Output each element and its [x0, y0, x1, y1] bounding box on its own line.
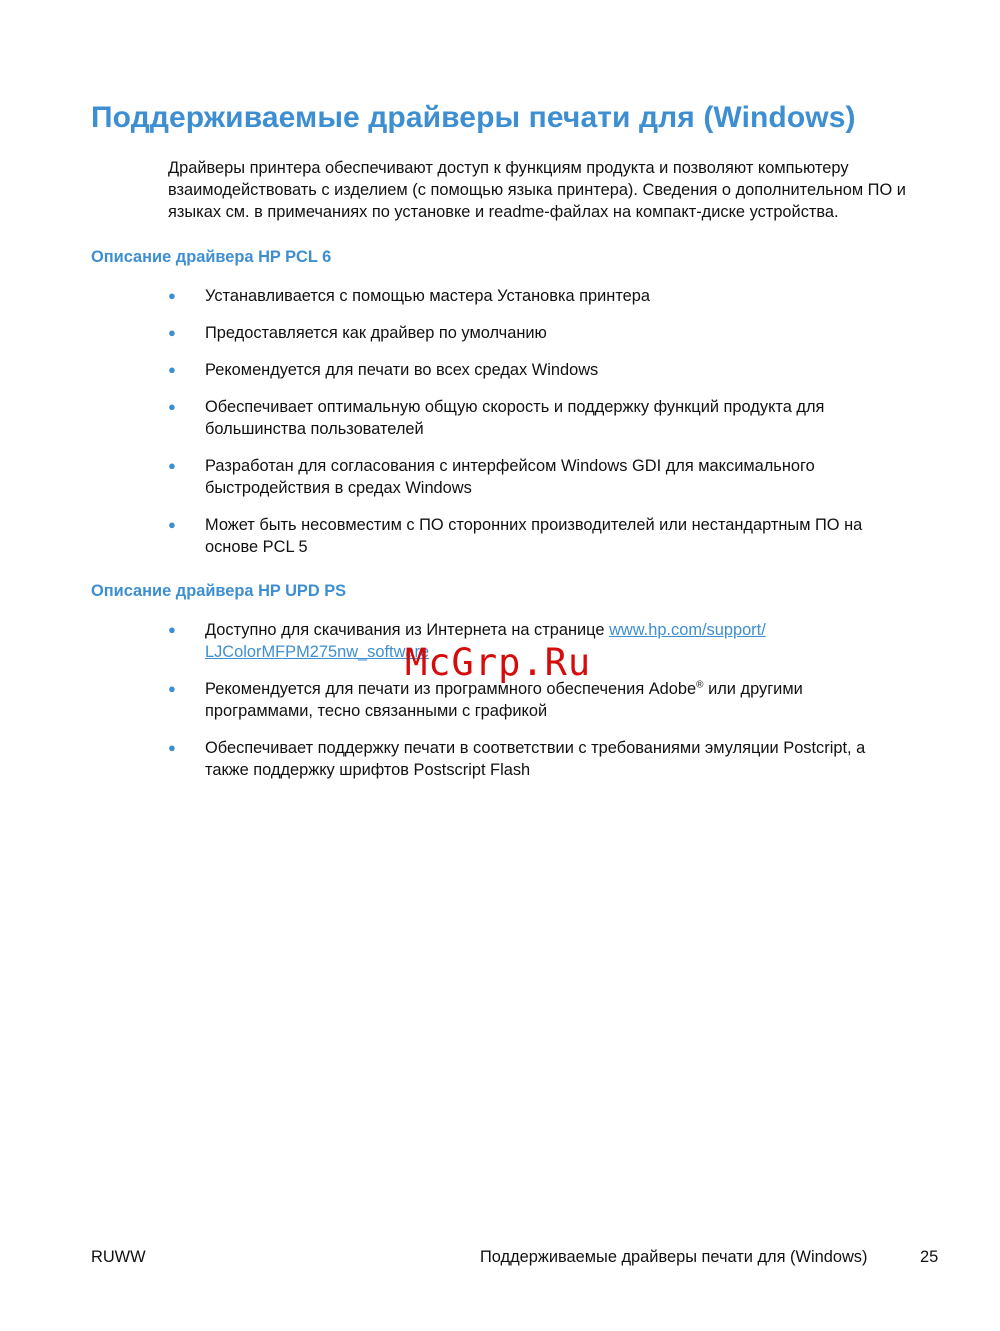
list-item-text: Обеспечивает оптимальную общую скорость и поддержку функций продукта для большинства пользователей	[205, 398, 825, 438]
bullet-icon: ●	[168, 399, 176, 414]
bullet-icon: ●	[168, 325, 176, 340]
list-item-text: Может быть несовместим с ПО сторонних производителей или нестандартным ПО на основе PCL 5	[205, 516, 863, 556]
bullet-icon: ●	[168, 622, 176, 637]
list-item-text: Предоставляется как драйвер по умолчанию	[205, 324, 547, 342]
list-item-text: Доступно для скачивания из Интернета на странице	[205, 621, 610, 639]
bullet-icon: ●	[168, 362, 176, 377]
list-item	[168, 678, 898, 722]
bullet-icon: ●	[168, 740, 176, 755]
registered-mark: ®	[696, 679, 704, 691]
bullet-icon: ●	[168, 288, 176, 303]
bullet-icon: ●	[168, 458, 176, 473]
list-item	[168, 514, 898, 558]
list-item-text: Устанавливается с помощью мастера Установка принтера	[205, 287, 651, 305]
list-item-text: Разработан для согласования с интерфейсом Windows GDI для максимального быстродействия в средах Windows	[205, 457, 815, 497]
section-heading-upd-ps: Описание драйвера HP UPD PS	[91, 582, 347, 600]
page-number: 25	[920, 1248, 939, 1266]
list-item-text-continued: или другими программами, тесно связанными с графикой	[205, 680, 803, 720]
list-item	[168, 322, 898, 344]
list-item	[168, 737, 898, 781]
list-item	[168, 359, 898, 381]
list-item	[168, 396, 898, 440]
footer-locale: RUWW	[91, 1248, 146, 1266]
footer-section-title: Поддерживаемые драйверы печати для (Windows)	[480, 1248, 868, 1266]
intro-paragraph: Драйверы принтера обеспечивают доступ к функциям продукта и позволяют компьютеру взаимодействовать с изделием (с помощью языка принтера). Сведения о дополнительном ПО и языках см. в примечаниях по установке и readme-файлах на компакт-диске устройства.	[168, 159, 906, 221]
watermark-logo: McGrp.Ru	[405, 641, 592, 684]
list-item-text: Рекомендуется для печати во всех средах Windows	[205, 361, 599, 379]
list-item-text: Обеспечивает поддержку печати в соответствии с требованиями эмуляции Postcript, а также поддержку шрифтов Postscript Flash	[205, 739, 866, 779]
bullet-icon: ●	[168, 681, 176, 696]
list-item	[168, 455, 898, 499]
section-heading-pcl6: Описание драйвера HP PCL 6	[91, 248, 332, 266]
list-item	[168, 285, 898, 307]
pcl6-feature-list	[168, 285, 898, 573]
list-item-text: Рекомендуется для печати из программного обеспечения Adobe	[205, 680, 697, 698]
page-title: Поддерживаемые драйверы печати для (Windows)	[91, 101, 856, 134]
hp-support-link[interactable]: www.hp.com/support/ LJColorMFPM275nw_software	[205, 621, 766, 661]
bullet-icon: ●	[168, 517, 176, 532]
